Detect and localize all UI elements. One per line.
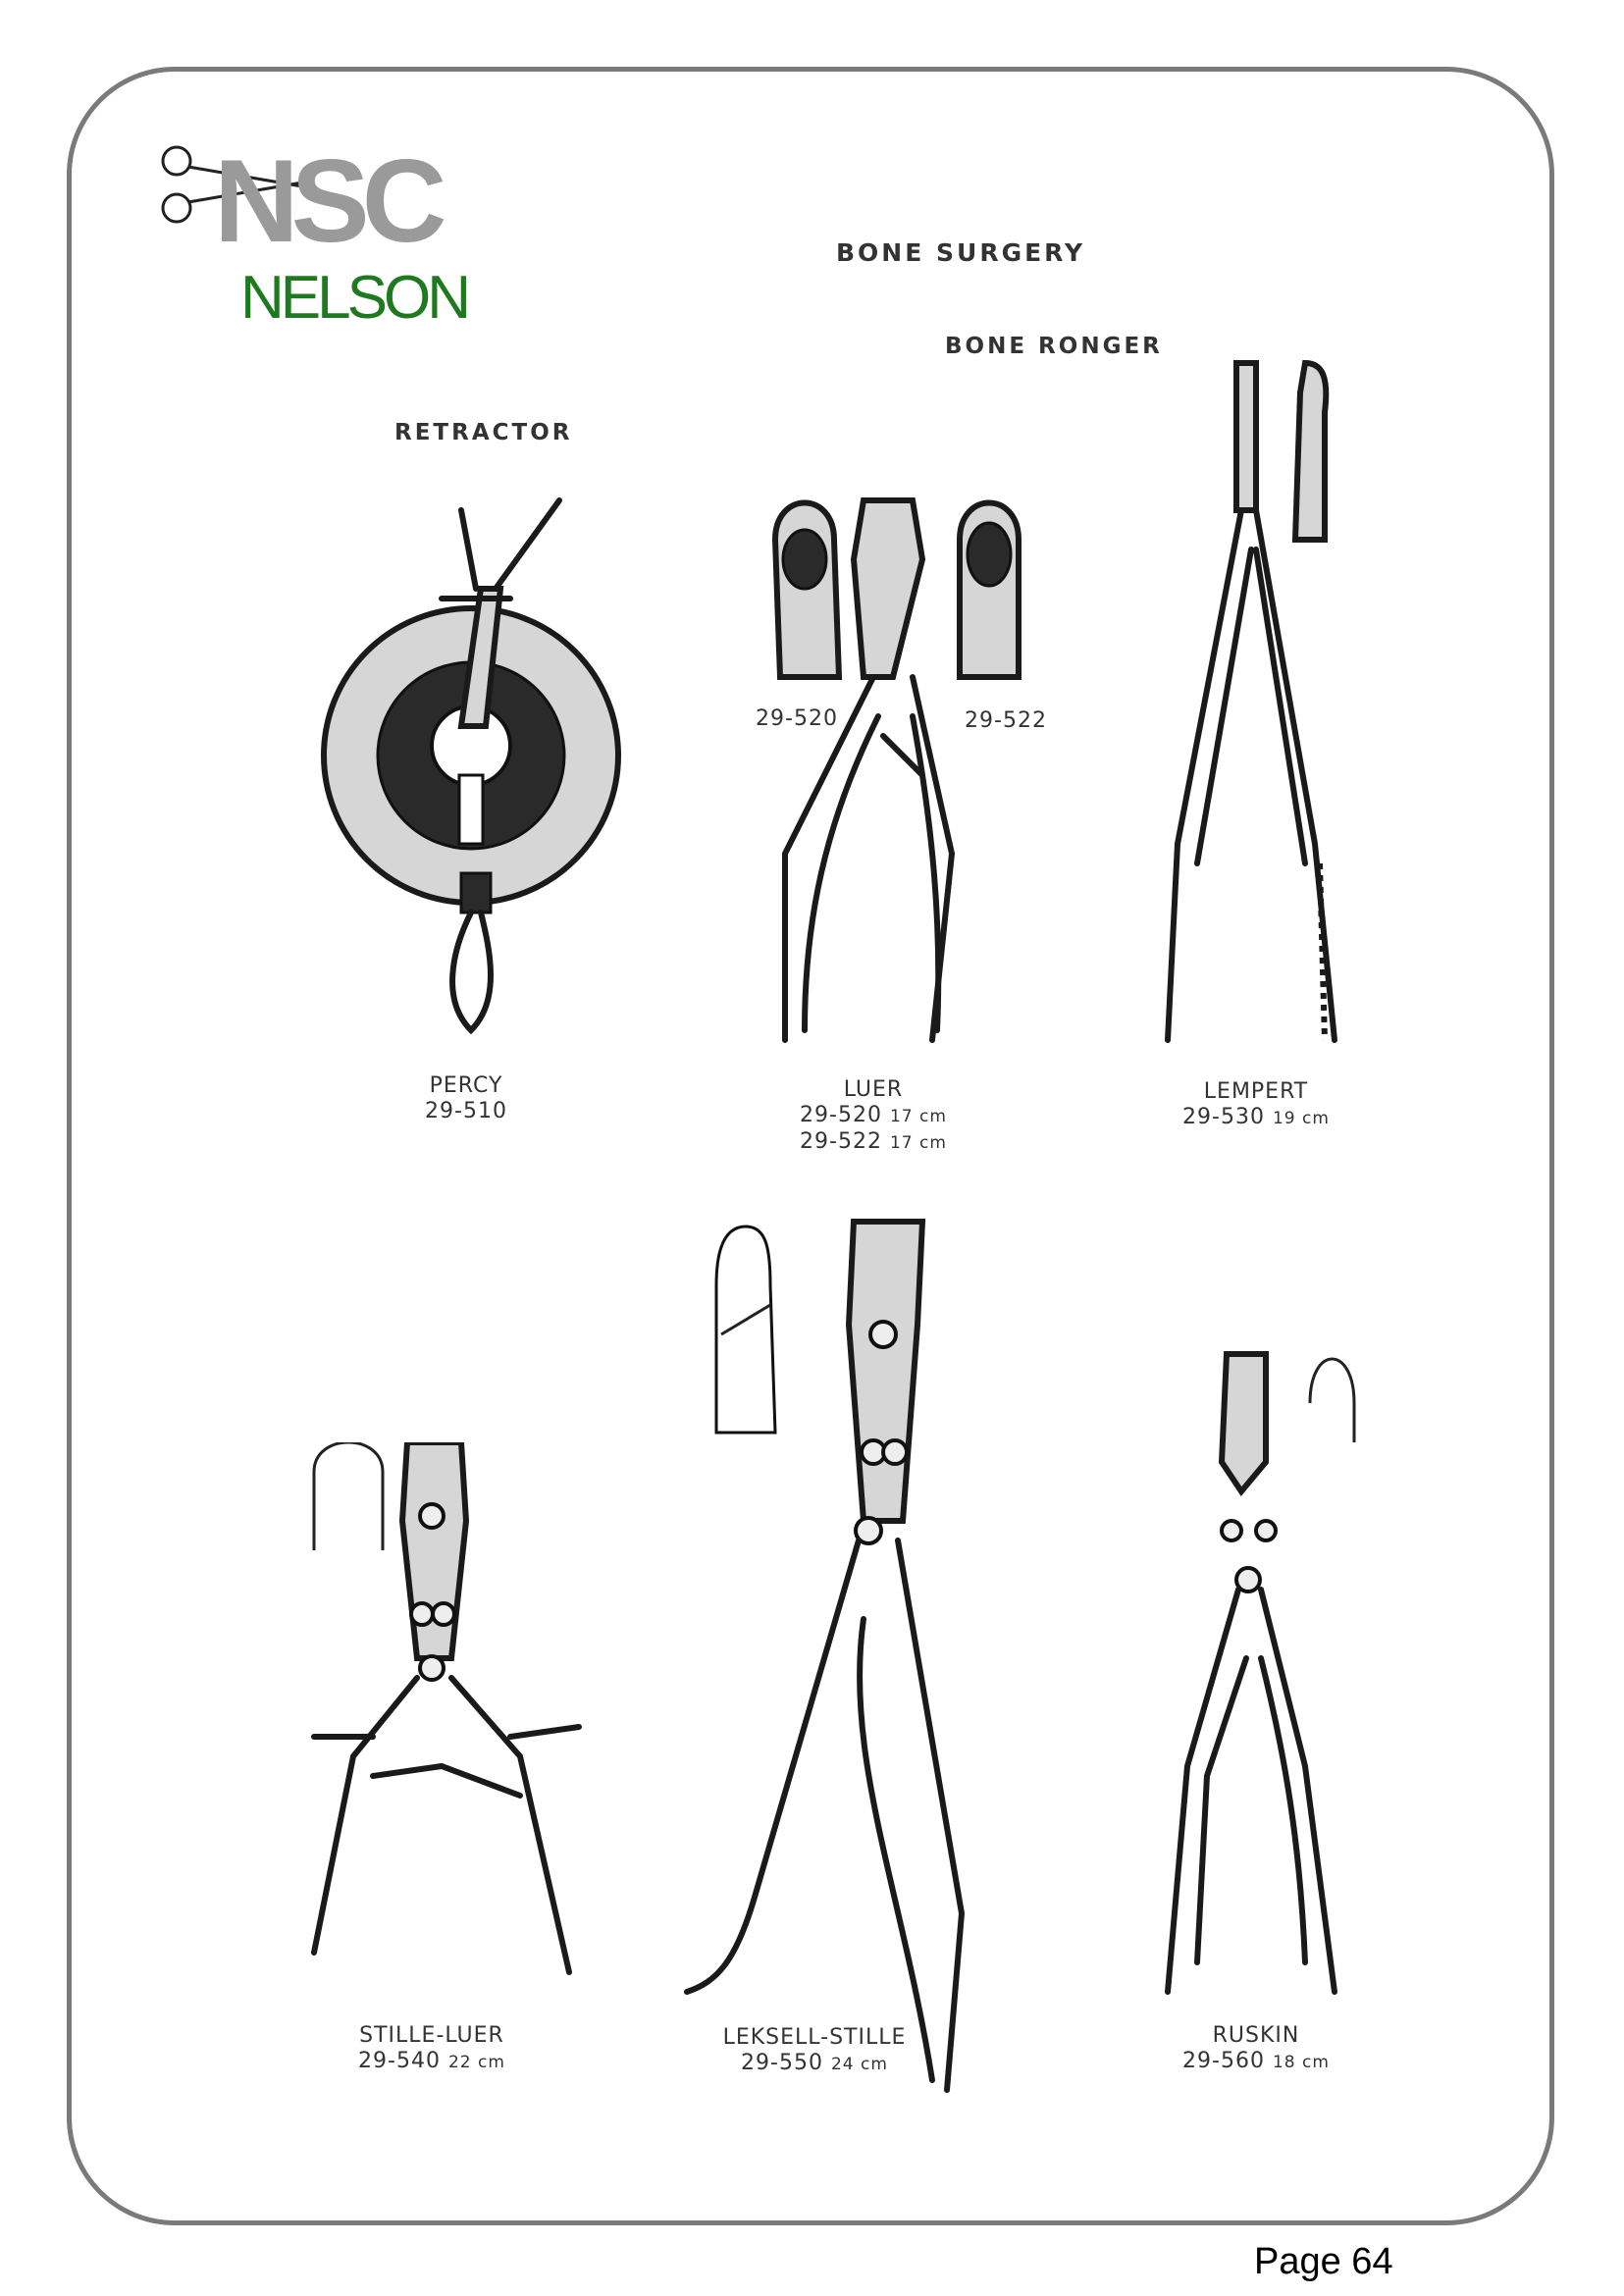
caption-luer — [775, 1077, 971, 1156]
product-code: 29-520 — [800, 1103, 882, 1127]
product-name: STILLE-LUER — [359, 2023, 504, 2048]
inset-label-29-522: 29-522 — [965, 708, 1047, 733]
leksell-stille-ronger-illustration — [677, 1207, 1011, 2110]
product-name: LEKSELL-STILLE — [722, 2025, 907, 2050]
product-code: 29-510 — [425, 1099, 507, 1123]
lempert-ronger-illustration — [1138, 353, 1374, 1070]
caption-ruskin — [1158, 2023, 1354, 2075]
luer-ronger-illustration — [765, 481, 981, 1060]
retractor-heading: RETRACTOR — [394, 420, 573, 445]
product-code: 29-530 — [1182, 1105, 1265, 1129]
product-name: LUER — [843, 1077, 904, 1102]
stille-luer-ronger-illustration — [294, 1442, 618, 2011]
ruskin-ronger-illustration — [1128, 1334, 1384, 2011]
product-name: RUSKIN — [1212, 2023, 1300, 2048]
product-name: PERCY — [429, 1073, 503, 1098]
ronger-heading: BONE RONGER — [945, 334, 1163, 359]
section-title: BONE SURGERY — [836, 238, 1086, 267]
product-code: 29-550 — [741, 2051, 823, 2075]
inset-label-29-520: 29-520 — [756, 706, 838, 731]
product-size: 17 cm — [889, 1107, 947, 1126]
product-size: 22 cm — [447, 2053, 505, 2072]
product-size: 17 cm — [889, 1133, 947, 1153]
product-size: 18 cm — [1272, 2053, 1330, 2072]
brand-name: NELSON — [240, 264, 467, 332]
percy-retractor-illustration — [314, 481, 638, 1060]
product-size: 24 cm — [830, 2055, 888, 2074]
caption-lempert — [1158, 1079, 1354, 1131]
product-code: 29-522 — [800, 1129, 882, 1154]
product-name: LEMPERT — [1203, 1079, 1309, 1104]
product-code: 29-540 — [358, 2049, 441, 2073]
caption-stille-luer — [324, 2023, 540, 2075]
caption-leksell-stille — [697, 2025, 932, 2077]
caption-percy — [393, 1073, 540, 1124]
product-code: 29-560 — [1182, 2049, 1265, 2073]
product-size: 19 cm — [1272, 1109, 1330, 1128]
logo-mark: NSC — [214, 135, 440, 263]
page-number: Page 64 — [1254, 2241, 1393, 2282]
